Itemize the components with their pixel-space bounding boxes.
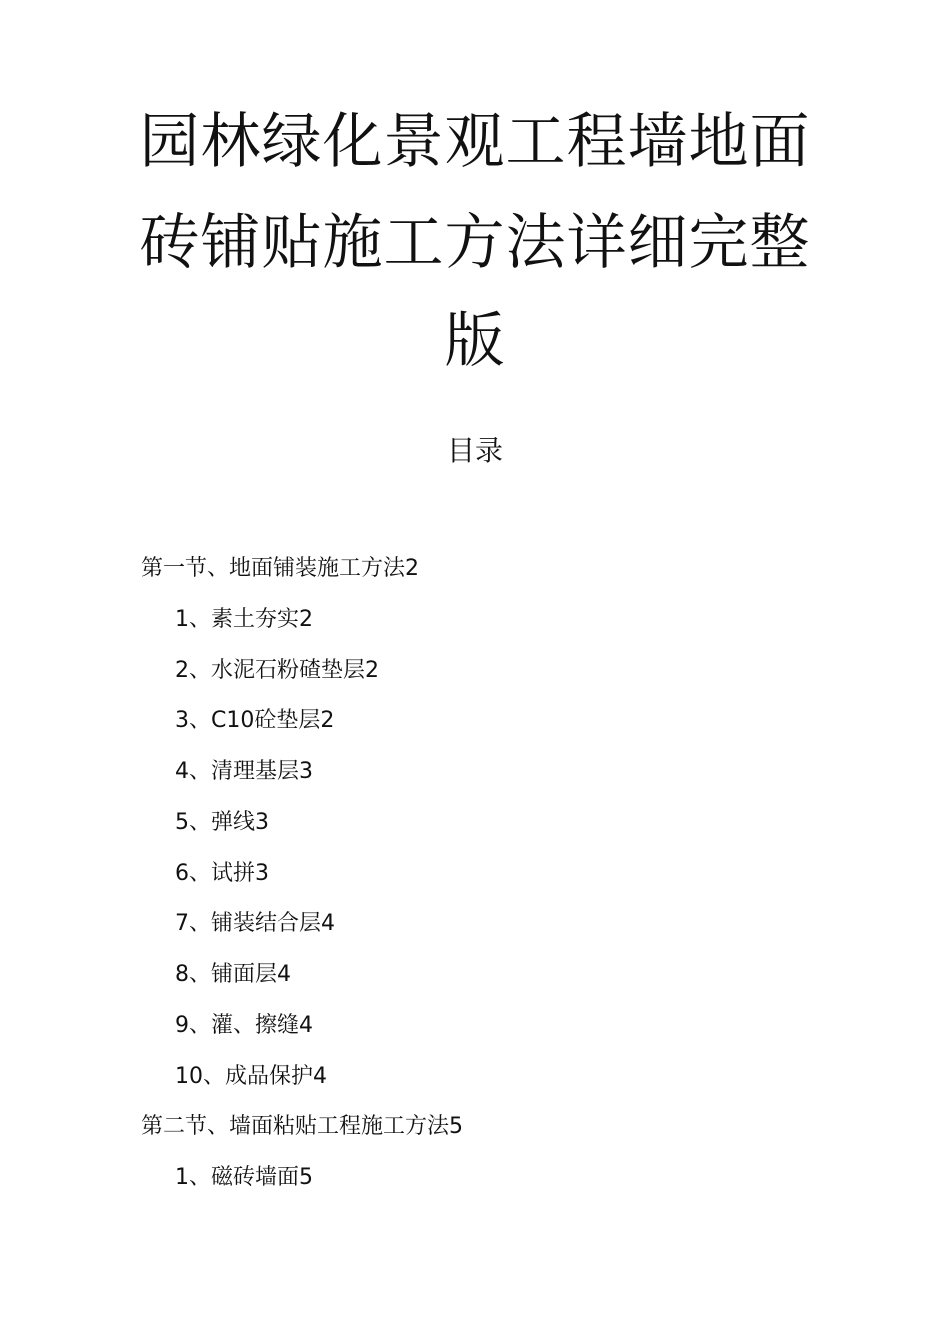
document-title-line-2: 砖铺贴施工方法详细完整 [139, 208, 811, 278]
toc-section-item[interactable]: 第一节、地面铺装施工方法2 [141, 556, 419, 581]
toc-sub-item[interactable]: 10、成品保护4 [175, 1064, 327, 1089]
toc-heading: 目录 [446, 434, 503, 467]
document-title-line-3: 版 [444, 306, 506, 376]
toc-sub-item[interactable]: 2、水泥石粉碴垫层2 [175, 658, 379, 683]
toc-sub-item[interactable]: 8、铺面层4 [175, 962, 291, 987]
toc-sub-item[interactable]: 5、弹线3 [175, 810, 269, 835]
document-title-line-1: 园林绿化景观工程墙地面 [139, 107, 811, 177]
toc-section-item[interactable]: 第二节、墙面粘贴工程施工方法5 [141, 1114, 463, 1139]
toc-sub-item[interactable]: 3、C10砼垫层2 [175, 708, 335, 733]
toc-sub-item[interactable]: 1、素土夯实2 [175, 607, 313, 632]
toc-sub-item[interactable]: 1、磁砖墙面5 [175, 1165, 313, 1190]
toc-sub-item[interactable]: 6、试拼3 [175, 861, 269, 886]
toc-sub-item[interactable]: 4、清理基层3 [175, 759, 313, 784]
toc-sub-item[interactable]: 7、铺装结合层4 [175, 911, 335, 936]
toc-sub-item[interactable]: 9、灌、擦缝4 [175, 1013, 313, 1038]
